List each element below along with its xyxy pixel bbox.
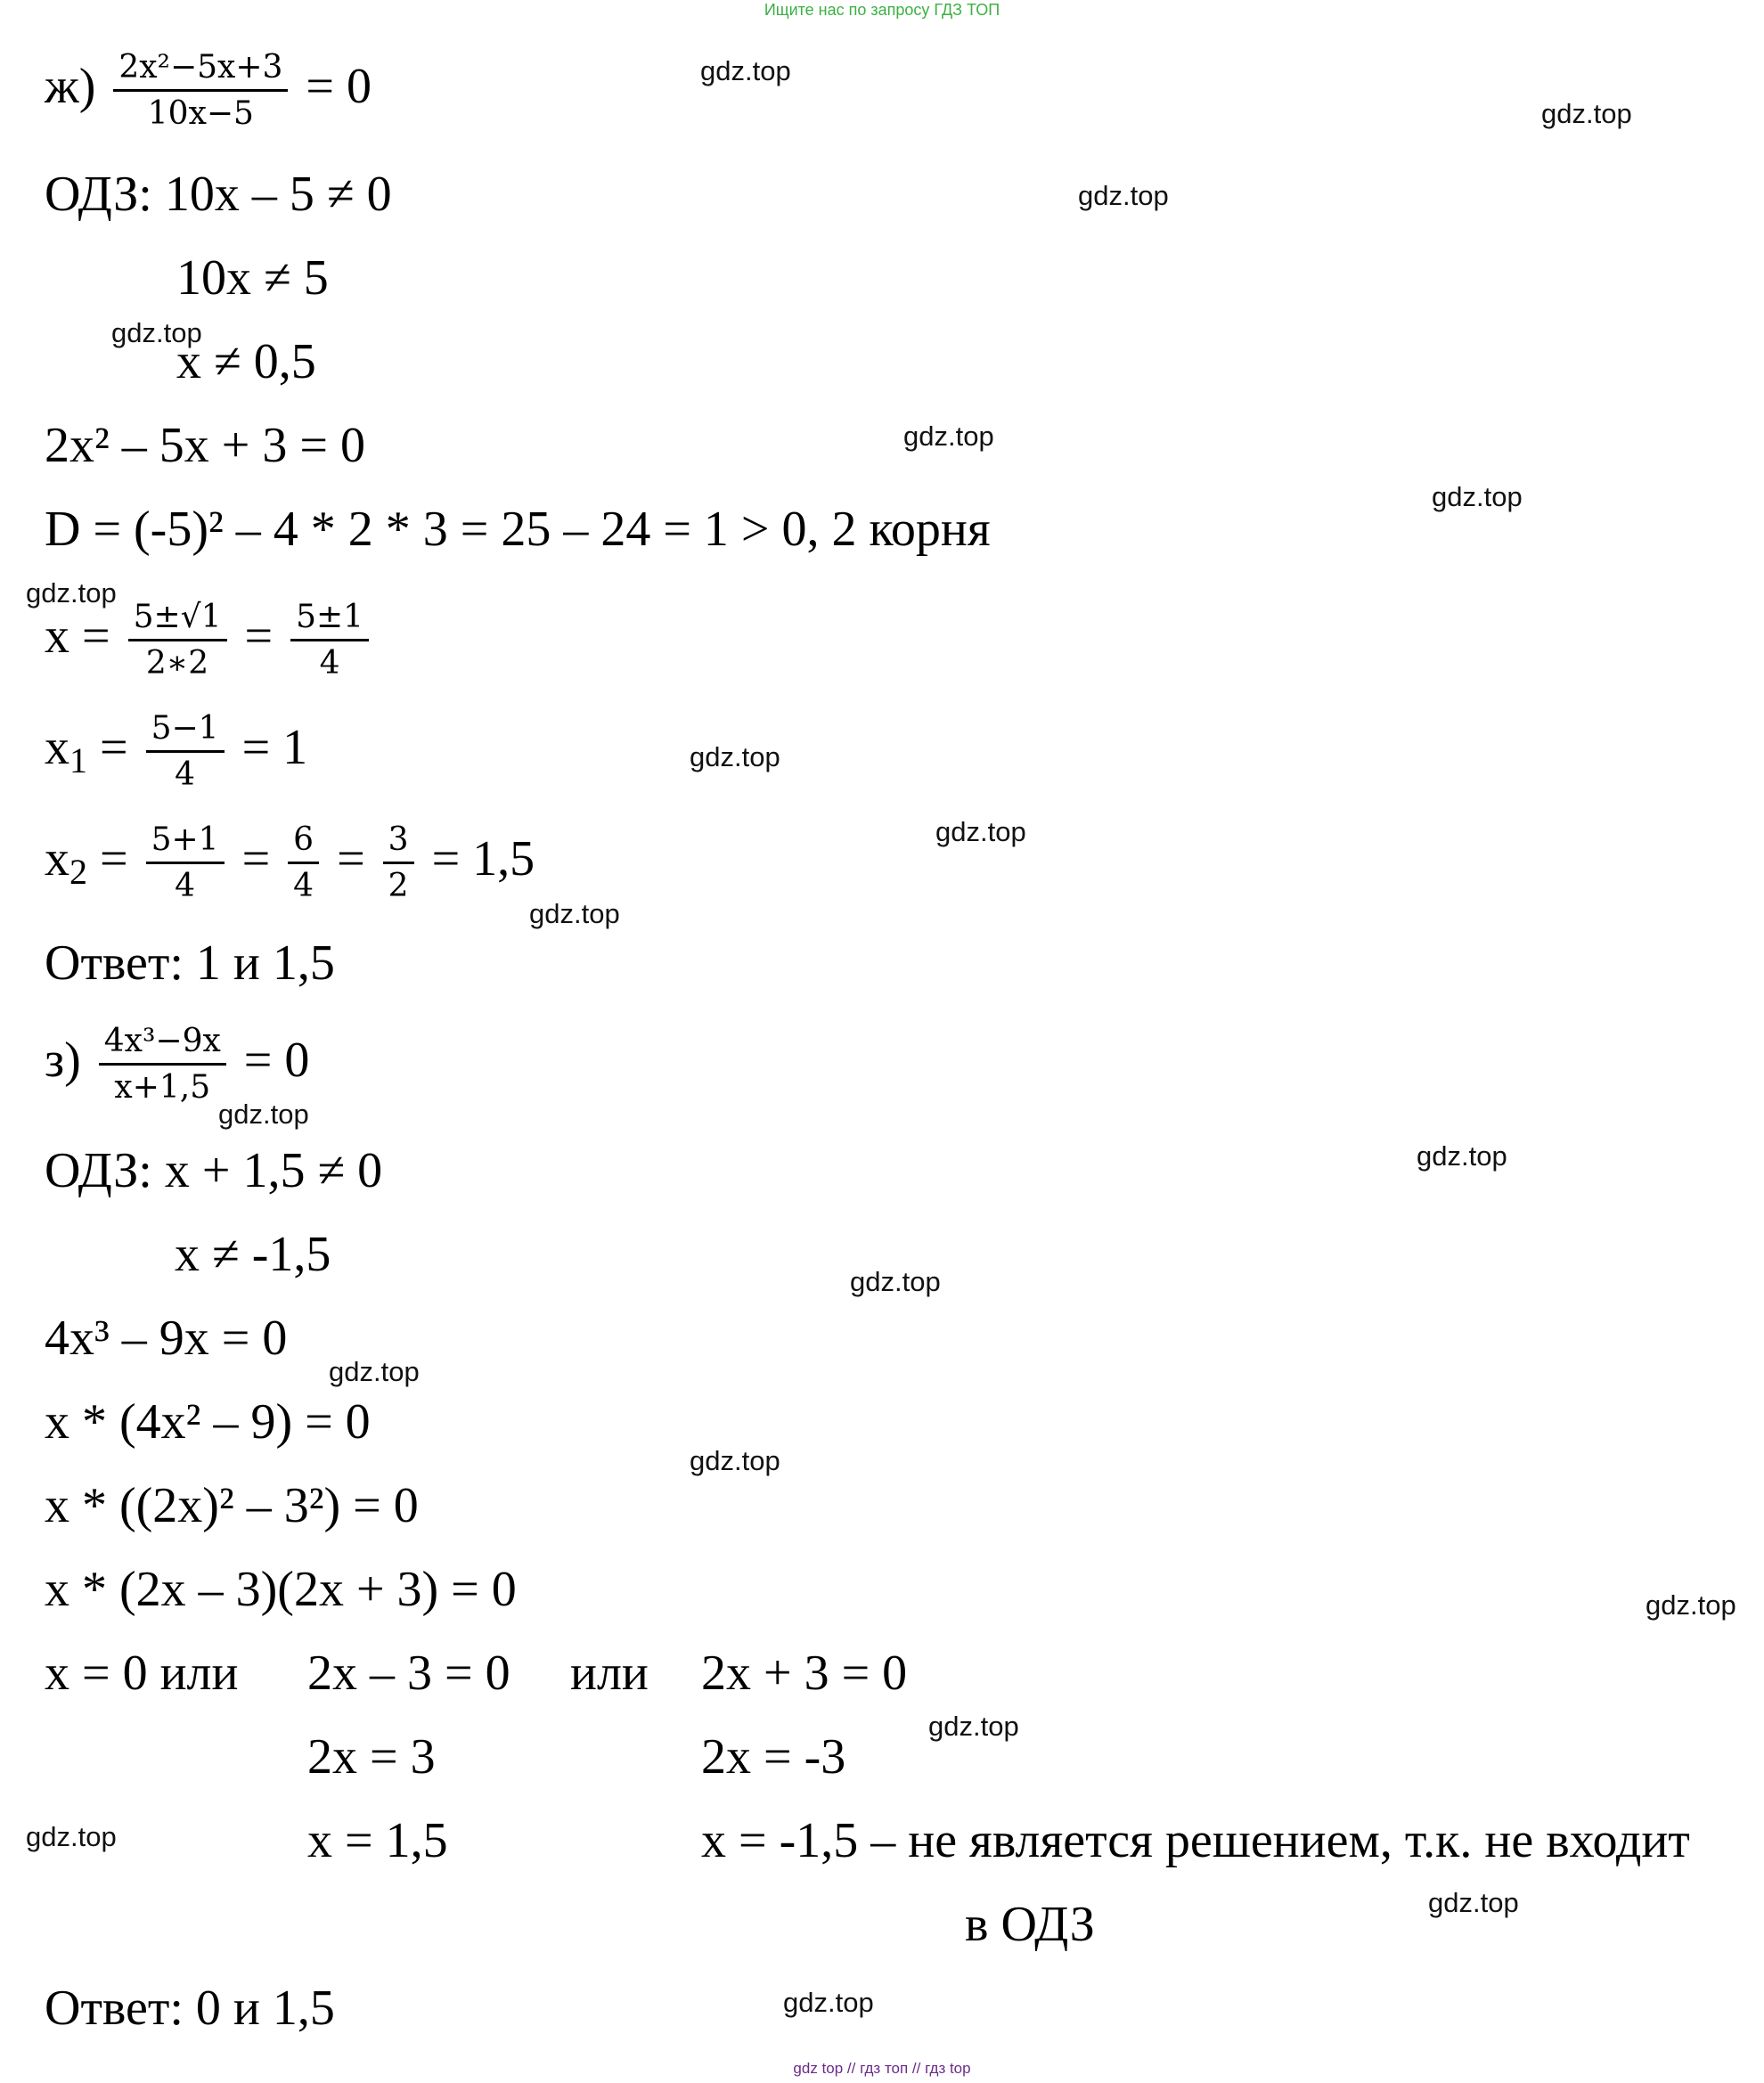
fraction-roots-1: [128, 599, 227, 682]
fraction-x2-a: [146, 821, 225, 905]
numerator: 4x³−9x: [99, 1023, 226, 1066]
watermark: gdz.top: [690, 741, 780, 772]
watermark: gdz.top: [1078, 180, 1169, 211]
x2-subscript: 2: [69, 851, 87, 892]
denominator: 4: [319, 645, 340, 682]
case-2-equation: 2x – 3 = 0: [307, 1646, 510, 1701]
denominator: 4: [175, 756, 196, 794]
equals: =: [241, 830, 271, 886]
odz-line-3: x ≠ 0,5: [176, 334, 316, 389]
equation-z: [45, 1023, 309, 1107]
equation-zh: [45, 49, 372, 133]
label-zh: ж): [45, 58, 96, 114]
watermark: gdz.top: [529, 898, 620, 929]
case-2-step: 2x = 3: [307, 1729, 436, 1785]
solution-line-1: 4x³ – 9x = 0: [45, 1311, 288, 1366]
equals: =: [244, 608, 274, 664]
denominator: 10x−5: [147, 95, 254, 133]
numerator: 3: [383, 821, 414, 864]
fraction-zh: [113, 49, 288, 133]
answer-z: Ответ: 0 и 1,5: [45, 1981, 335, 2036]
watermark: gdz.top: [700, 55, 791, 86]
watermark: gdz.top: [111, 317, 202, 348]
equals: =: [337, 830, 365, 886]
case-3-result-cont: в ОДЗ: [965, 1897, 1095, 1952]
case-3-result: x = -1,5 – не является решением, т.к. не входит: [701, 1813, 1690, 1868]
watermark: gdz.top: [1646, 1589, 1736, 1621]
watermark: gdz.top: [26, 577, 117, 609]
case-x-zero: x = 0 или: [45, 1646, 239, 1701]
label-z: з): [45, 1032, 81, 1088]
roots-formula: [45, 599, 374, 682]
case-2-result: x = 1,5: [307, 1813, 448, 1868]
search-banner: Ищите нас по запросу ГДЗ ТОП: [764, 1, 1000, 19]
watermark: gdz.top: [903, 421, 994, 452]
fraction-x2-c: [383, 821, 414, 905]
root-x1: [45, 710, 307, 794]
odz-line-1: ОДЗ: 10x – 5 ≠ 0: [45, 167, 392, 222]
denominator: 2: [388, 868, 409, 905]
fraction-z: [99, 1023, 226, 1107]
watermark: gdz.top: [935, 816, 1026, 847]
roots-lhs: x =: [45, 608, 110, 664]
watermark: gdz.top: [1417, 1140, 1507, 1172]
numerator: 5+1: [146, 821, 225, 864]
x1-subscript: 1: [69, 739, 87, 780]
x2-value: = 1,5: [431, 830, 535, 886]
or-word: или: [570, 1646, 649, 1701]
root-x2: [45, 821, 535, 905]
watermark: gdz.top: [1541, 98, 1632, 129]
equals: =: [100, 830, 128, 886]
denominator: x+1,5: [114, 1069, 211, 1107]
numerator: 5±√1: [128, 599, 227, 641]
denominator: 4: [293, 868, 314, 905]
odz-z-line-1: ОДЗ: x + 1,5 ≠ 0: [45, 1143, 383, 1198]
watermark: gdz.top: [218, 1099, 309, 1130]
x2-var: x: [45, 830, 69, 886]
numerator: 6: [288, 821, 319, 864]
watermark: gdz.top: [1428, 1887, 1519, 1918]
watermark: gdz.top: [26, 1821, 117, 1852]
solution-line-2: x * (4x² – 9) = 0: [45, 1394, 371, 1450]
x1-var: x: [45, 719, 69, 775]
equals: =: [100, 719, 128, 775]
fraction-roots-2: [290, 599, 369, 682]
x1-value: = 1: [241, 719, 308, 775]
solution-line-4: x * (2x – 3)(2x + 3) = 0: [45, 1562, 517, 1617]
quadratic-equation: 2x² – 5x + 3 = 0: [45, 418, 365, 473]
watermark: gdz.top: [928, 1711, 1019, 1742]
watermark: gdz.top: [329, 1356, 420, 1387]
watermark: gdz.top: [783, 1987, 874, 2018]
numerator: 2x²−5x+3: [113, 49, 288, 92]
fraction-x1: [146, 710, 225, 794]
case-3-step: 2x = -3: [701, 1729, 846, 1785]
fraction-x2-b: [288, 821, 319, 905]
numerator: 5−1: [146, 710, 225, 753]
discriminant: D = (-5)² – 4 * 2 * 3 = 25 – 24 = 1 > 0, 2 корня: [45, 502, 991, 557]
watermark: gdz.top: [850, 1266, 941, 1297]
odz-line-2: 10x ≠ 5: [176, 250, 329, 306]
watermark: gdz.top: [1432, 481, 1523, 512]
footer-links: gdz top // гдз топ // гдз top: [793, 2060, 971, 2077]
case-3-equation: 2x + 3 = 0: [701, 1646, 908, 1701]
rhs: = 0: [306, 58, 372, 114]
rhs: = 0: [243, 1032, 310, 1088]
numerator: 5±1: [290, 599, 369, 641]
denominator: 2∗2: [145, 645, 209, 682]
solution-line-3: x * ((2x)² – 3²) = 0: [45, 1478, 419, 1533]
watermark: gdz.top: [690, 1445, 780, 1476]
denominator: 4: [175, 868, 196, 905]
odz-z-line-2: x ≠ -1,5: [175, 1227, 331, 1282]
answer-zh: Ответ: 1 и 1,5: [45, 935, 335, 991]
